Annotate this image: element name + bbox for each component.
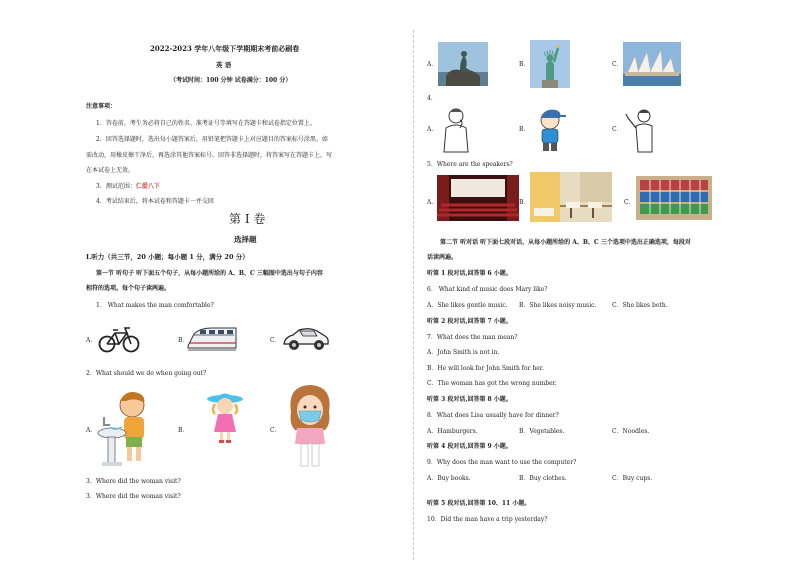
- note-2-line-3: 在本试卷上无效。: [86, 167, 135, 174]
- note-2-line-2: 需改动，用橡皮擦干净后，再选涂其他答案标号。回答非选择题时，将答案写在答题卡上，写: [86, 152, 333, 159]
- note-1: 1．答卷前，考生务必将自己的姓名、准考证号等填写在答题卡和试卷指定位置上。: [96, 120, 316, 127]
- train-image: [186, 322, 238, 354]
- q2-option-b: B．: [178, 427, 189, 434]
- section-title: 第 I 卷: [229, 212, 266, 226]
- q4-option-a: A．: [427, 126, 438, 133]
- part2-instructions-line-2: 话读两遍。: [427, 254, 458, 261]
- q8-option-c: C．Noodles.: [612, 428, 650, 435]
- q7-option-a: A．John Smith is not in.: [427, 349, 500, 356]
- q4-option-c: C．: [612, 126, 623, 133]
- question-4: 4．: [427, 95, 437, 102]
- q2-option-a: A．: [86, 427, 97, 434]
- section-subtitle: 选择题: [234, 235, 257, 244]
- question-3-repeat: 3．Where did the woman visit?: [86, 493, 181, 500]
- column-divider: [413, 30, 414, 560]
- question-5: 5．Where are the speakers?: [427, 161, 513, 168]
- q3-option-b: B．: [519, 61, 530, 68]
- bicycle-image: [98, 325, 140, 353]
- question-9: 9．Why does the man want to use the computer?: [427, 459, 577, 466]
- car-image: [281, 322, 331, 356]
- q3-option-c: C．: [612, 61, 623, 68]
- person-waving-image: [624, 106, 660, 154]
- statue-of-liberty-image: [530, 40, 570, 88]
- q8-option-a: A．Hamburgers.: [427, 428, 478, 435]
- q5-option-b: B．: [519, 199, 530, 206]
- question-10: 10．Did the man have a trip yesterday?: [427, 516, 548, 523]
- q4-option-b: B．: [519, 126, 530, 133]
- q6-option-c: C．She likes both.: [612, 302, 668, 309]
- q9-option-b: B．Buy clothes.: [519, 475, 567, 482]
- q8-option-b: B．Vegetables.: [519, 428, 565, 435]
- question-2: 2．What should we do when going out?: [86, 370, 207, 377]
- cinema-image: [437, 175, 519, 221]
- question-1: 1． What makes the man comfortable?: [96, 302, 214, 309]
- note-3-prefix: 3．测试范围：: [96, 183, 136, 190]
- restaurant-image: [530, 172, 612, 222]
- library-image: [636, 176, 712, 220]
- question-3: 3．Where did the woman visit?: [86, 478, 181, 485]
- person-thinking-image: [438, 106, 476, 154]
- q6-option-b: B．She likes noisy music.: [519, 302, 597, 309]
- part1-instructions-line-2: 相符的选项。每个句子读两遍。: [86, 285, 171, 292]
- subject-label: 英 语: [216, 61, 232, 69]
- q7-option-c: C．The woman has got the wrong number.: [427, 380, 557, 387]
- boy-with-cap-image: [530, 106, 568, 154]
- q6-option-a: A．She likes gentle music.: [427, 302, 508, 309]
- notes-heading: 注意事项：: [86, 103, 117, 110]
- q5-option-c: C．: [624, 199, 635, 206]
- q1-option-c: C．: [270, 337, 281, 344]
- q1-option-b: B．: [178, 337, 189, 344]
- question-8: 8．What does Lisa usually have for dinner?: [427, 412, 559, 419]
- note-3: [96, 184, 160, 191]
- question-6: 6． What kind of music does Mary like?: [427, 286, 548, 293]
- q1-option-a: A．: [86, 337, 97, 344]
- q2-option-c: C．: [270, 427, 281, 434]
- q9-option-a: A．Buy books.: [427, 475, 471, 482]
- q3-option-a: A．: [427, 61, 438, 68]
- dialogue-1-heading: 听第 1 段对话,回答第 6 小题。: [427, 270, 512, 277]
- test-range: 仁爱八下: [135, 183, 160, 190]
- q7-option-b: B．He will look for John Smith for her.: [427, 365, 544, 372]
- listening-heading: I.听力（共三节，20 小题；每小题 1 分，满分 20 分）: [86, 253, 249, 261]
- girl-with-hat-image: [205, 390, 245, 444]
- dialogue-3-heading: 听第 3 段对话,回答第 8 小题。: [427, 396, 512, 403]
- note-2-line-1: 2．回答选择题时，选出每小题答案后，用铅笔把答题卡上对应题目的答案标号涂黑。如: [96, 136, 328, 143]
- girl-with-mask-image: [285, 382, 335, 472]
- dialogue-4-heading: 听第 4 段对话,回答第 9 小题。: [427, 443, 512, 450]
- q5-option-a: A．: [427, 199, 438, 206]
- part1-instructions-line-1: 第一节 听句子 听下面五个句子，从每小题所给的 A、B、C 三幅图中选出与句子内容: [96, 270, 323, 277]
- question-7: 7．What does the man mean?: [427, 334, 518, 341]
- dialogue-2-heading: 听第 2 段对话,回答第 7 小题。: [427, 318, 512, 325]
- sydney-opera-house-image: [623, 42, 681, 86]
- little-mermaid-image: [438, 42, 488, 86]
- part2-instructions-line-1: 第二节 听对话 听下面七段对话，从每小题所给的 A、B、C 三个选项中选出正确选项，每段对: [440, 239, 691, 246]
- note-4: 4．考试结束后，将本试卷和答题卡一并交回: [96, 198, 214, 205]
- page-title: 2022-2023 学年八年级下学期期末考前必刷卷: [150, 44, 300, 53]
- washing-hands-image: [96, 387, 162, 467]
- q9-option-c: C．Buy cups.: [612, 475, 653, 482]
- dialogue-5-heading: 听第 5 段对话,回答第 10、11 小题。: [427, 500, 531, 507]
- exam-info: （考试时间：100 分钟 试卷满分：100 分）: [170, 77, 292, 84]
